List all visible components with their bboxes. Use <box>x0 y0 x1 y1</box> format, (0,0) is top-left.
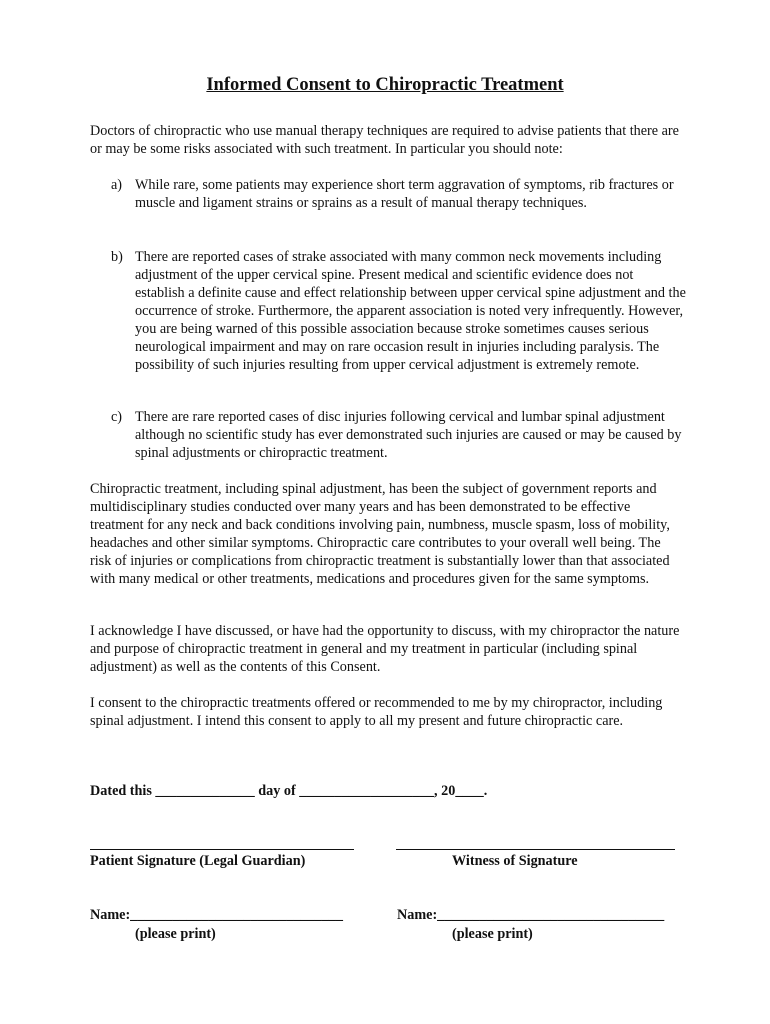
risk-item-c <box>111 408 686 462</box>
list-marker: c) <box>111 409 123 425</box>
witness-name-field: Name:________________________________ <box>397 907 665 923</box>
list-item-text: There are rare reported cases of disc injuries following cervical and lumbar spinal adjustment although no scientific study has ever demonstrated such injuries are caused or may be caused by spinal adjustments or chiropractic treatment. <box>135 409 682 461</box>
list-item-text: There are reported cases of strake associated with many common neck movements including adjustment of the upper cervical spine. Present medical and scientific evidence does not establish a definite cause and effect relationship between upper cervical spine adjustment and the occurrence of stroke. Furthermore, the apparent association is noted very infrequently. However, you are being warned of this possible association because stroke sometimes causes serious neurological impairment and may on rare occasion result in injuries including paralysis. The possibility of such injuries resulting from upper cervical adjustment is extremely remote. <box>135 249 686 373</box>
please-print-note: (please print) <box>135 926 216 942</box>
dated-line: Dated this ______________ day of ___________________, 20____. <box>90 783 488 799</box>
consent-paragraph: I consent to the chiropractic treatments offered or recommended to me by my chiropractor, including spinal adjustment. I intend this consent to apply to all my present and future chiropractic care. <box>90 695 663 729</box>
acknowledgement-paragraph: I acknowledge I have discussed, or have had the opportunity to discuss, with my chiropractor the nature and purpose of chiropractic treatment in general and my treatment in particular (including spinal adjustment) as well as the contents of this Consent. <box>90 623 680 675</box>
list-marker: a) <box>111 177 123 193</box>
treatment-paragraph: Chiropractic treatment, including spinal adjustment, has been the subject of government reports and multidisciplinary studies conducted over many years and has been demonstrated to be effective treatment for any neck and back conditions involving pain, numbness, muscle spasm, loss of mobility, headaches and other similar symptoms. Chiropractic care contributes to your overall well being. The risk of injuries or complications from chiropractic treatment is substantially lower than that associated with many medical or other treatments, medications and procedures given for the same symptoms. <box>90 481 670 587</box>
list-item-text: While rare, some patients may experience short term aggravation of symptoms, rib fractures or muscle and ligament strains or sprains as a result of manual therapy techniques. <box>135 177 674 211</box>
list-marker: b) <box>111 249 123 265</box>
witness-signature-line <box>396 849 675 850</box>
patient-name-field: Name:______________________________ <box>90 907 343 923</box>
risk-item-b <box>111 248 686 374</box>
risk-item-a <box>111 176 686 212</box>
witness-signature-label: Witness of Signature <box>452 853 578 869</box>
document-title: Informed Consent to Chiropractic Treatment <box>206 75 564 95</box>
patient-signature-label: Patient Signature (Legal Guardian) <box>90 853 306 869</box>
patient-signature-line <box>90 849 354 850</box>
please-print-note: (please print) <box>452 926 533 942</box>
intro-paragraph: Doctors of chiropractic who use manual therapy techniques are required to advise patients that there are or may be some risks associated with such treatment. In particular you should note: <box>90 123 679 157</box>
